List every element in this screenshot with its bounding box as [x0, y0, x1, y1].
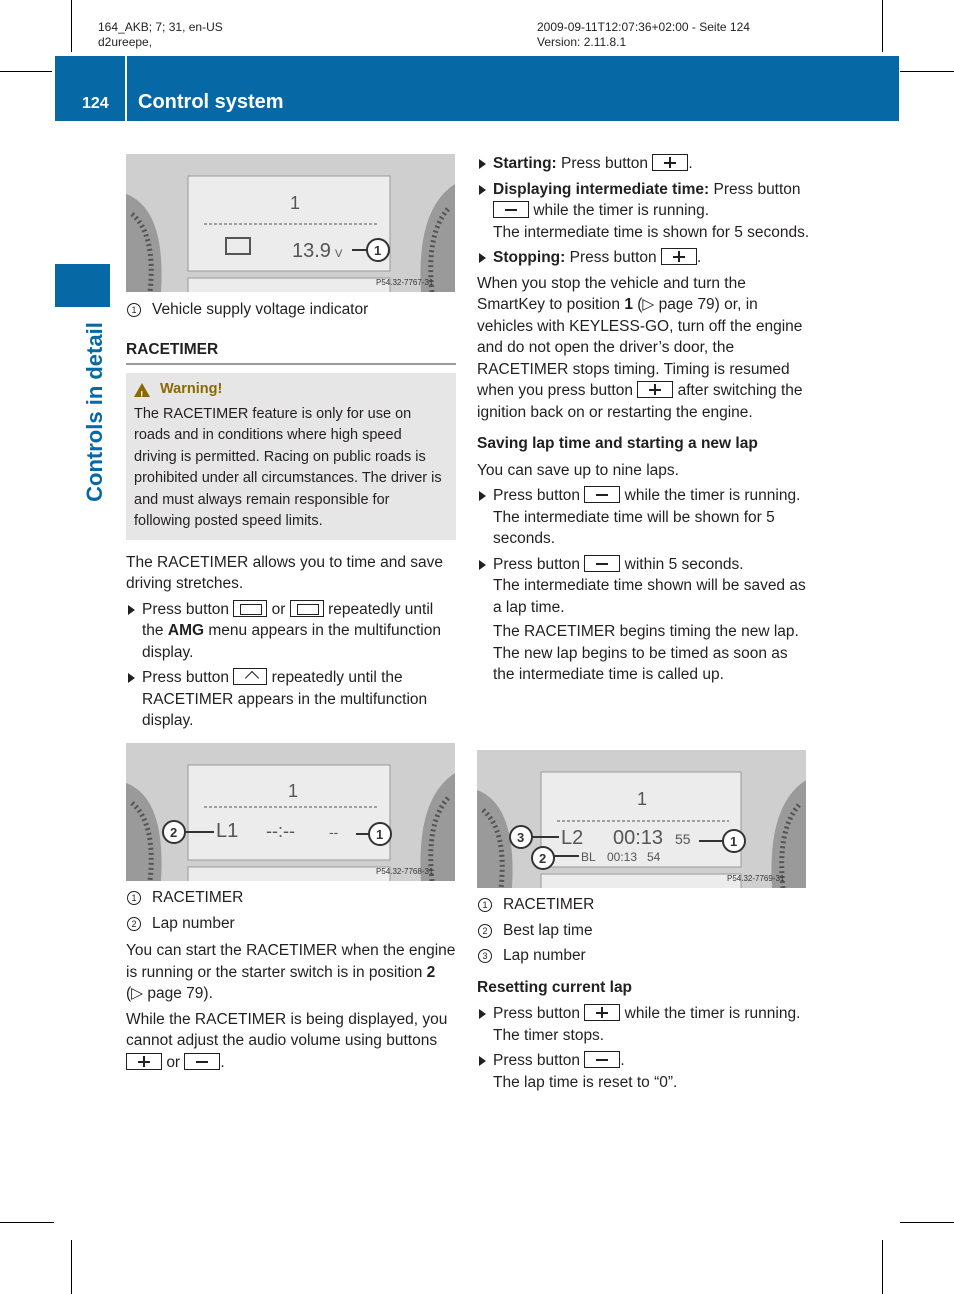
paragraph-text: When you stop the vehicle and turn the SmartKey to position: [477, 274, 746, 313]
meta-left-line1: 164_AKB; 7; 31, en-US: [98, 20, 223, 34]
caption-item: [126, 913, 456, 935]
plus-button-icon: [652, 154, 688, 171]
bullet-text: .: [688, 155, 693, 172]
chapter-label: Controls in detail: [82, 322, 107, 502]
bullet-text: .: [696, 249, 702, 266]
instruction-bullet: [477, 153, 812, 175]
caption-text: Lap number: [503, 947, 586, 964]
callout-2: 2: [539, 851, 547, 866]
lap-time: --:--: [266, 821, 295, 841]
bullet-text: within 5 seconds.: [624, 555, 744, 573]
paragraph-text: .: [220, 1053, 225, 1071]
callout-2: 2: [170, 825, 178, 840]
plus-button-icon: [584, 1004, 620, 1021]
lap-label: L1: [216, 820, 239, 842]
caption-item: [477, 920, 812, 942]
caption-number: 1: [127, 303, 141, 317]
paragraph-text: While the RACETIMER is being displayed, you cannot adjust the audio volume using buttons: [126, 1010, 448, 1049]
paragraph-text: or: [166, 1053, 181, 1071]
saving-heading: Saving lap time and starting a new lap: [477, 435, 758, 452]
crop-mark: [882, 0, 883, 52]
callout-1: 1: [376, 827, 384, 842]
best-lap-label: BL: [581, 850, 596, 864]
bullet-result: The intermediate time shown will be saved as a lap time.: [493, 577, 806, 616]
bullet-result: The timer stops.: [493, 1026, 605, 1044]
cluster-image-racetimer: [126, 743, 455, 881]
caption-item: [126, 299, 456, 321]
intro-paragraph: The RACETIMER allows you to time and save driving stretches.: [126, 553, 444, 592]
left-column: [126, 299, 456, 736]
warning-icon: [134, 383, 150, 397]
instruction-bullet: [477, 1003, 812, 1046]
bullet-text: Press button: [561, 155, 649, 172]
image-code: P54.32-7769-31: [727, 874, 785, 883]
instruction-bullet: [477, 179, 812, 244]
warning-box: [126, 373, 456, 540]
paragraph-text: after switching the ignition back on or restarting the engine.: [477, 382, 803, 421]
left-column-lower: [126, 887, 456, 1077]
caption-text: RACETIMER: [152, 889, 244, 906]
bullet-result: The RACETIMER begins timing the new lap. The new lap begins to be timed as soon as the intermediate time is called up.: [493, 623, 799, 683]
meta-right: [537, 20, 750, 50]
caption-text: Best lap time: [503, 921, 593, 939]
caption-number: 1: [127, 891, 141, 905]
crop-mark: [71, 1240, 72, 1294]
bullet-text: Press button: [493, 1005, 581, 1022]
crop-mark: [0, 1222, 54, 1223]
warning-title-row: [134, 379, 448, 401]
caption-text: RACETIMER: [503, 896, 595, 913]
voltage-display-top: 1: [290, 193, 301, 213]
lap-time: 00:13: [613, 827, 664, 849]
image-code: P54.32-7768-31: [376, 867, 434, 876]
best-lap-sub: 54: [647, 850, 661, 864]
meta-left: [98, 20, 223, 50]
right-column-lower: [477, 894, 812, 1097]
bullet-result: The intermediate time is shown for 5 seconds.: [493, 223, 810, 241]
header-divider: [125, 56, 127, 121]
bullet-text: Press button: [493, 487, 581, 504]
paragraph: You can save up to nine laps.: [477, 461, 679, 479]
plus-button-icon: [637, 381, 673, 398]
warning-text: The RACETIMER feature is only for use on roads and in conditions where high speed driving is permitted. Racing on public roads is prohibited under all circumstances. The driver is and must always remain responsible for following posted speed limits.: [134, 405, 442, 529]
caption-number: 1: [478, 898, 492, 912]
meta-left-line2: d2ureepe,: [98, 35, 153, 49]
bullet-arrow-icon: [479, 1056, 486, 1066]
bullet-arrow-icon: [479, 491, 486, 501]
instruction-bullet: [126, 667, 456, 732]
plus-button-icon: [661, 248, 697, 265]
lap-label: L2: [561, 827, 584, 849]
bullet-bold: AMG: [167, 622, 205, 639]
lap-sub: 55: [675, 831, 691, 847]
bullet-text: repeatedly until the: [142, 600, 434, 639]
callout-3: 3: [517, 830, 525, 845]
home-button-icon: [233, 668, 267, 685]
minus-button-icon: [584, 1051, 620, 1068]
plus-button-icon: [126, 1053, 162, 1070]
bullet-arrow-icon: [479, 253, 486, 263]
bullet-arrow-icon: [479, 185, 486, 195]
bullet-text: Press button: [142, 600, 230, 618]
bullet-text: while the timer is running.: [533, 202, 710, 219]
meta-right-line1: 2009-09-11T12:07:36+02:00 - Seite 124: [537, 20, 750, 34]
voltage-callout: 1: [374, 243, 382, 258]
bullet-text: Press button: [569, 249, 657, 266]
bullet-text: .: [620, 1052, 625, 1069]
lap-dash: --: [329, 824, 339, 840]
voltage-unit: V: [335, 248, 343, 260]
display-button-icon: [233, 600, 267, 617]
paragraph-text: (▷ page 79).: [126, 985, 213, 1002]
bullet-text: repeatedly until the RACETIMER appears in the multifunction display.: [142, 669, 428, 729]
warning-title: Warning!: [160, 381, 223, 397]
chapter-tab: [55, 264, 110, 307]
section-title: Control system: [138, 91, 284, 113]
crop-mark: [71, 0, 72, 52]
callout-1: 1: [730, 834, 738, 849]
instruction-bullet: [126, 599, 456, 664]
crop-mark: [882, 1240, 883, 1294]
instruction-bullet: [477, 1050, 812, 1093]
caption-number: 2: [478, 924, 492, 938]
caption-item: [477, 894, 812, 916]
right-column: [477, 153, 812, 690]
bullet-text: Press button: [713, 180, 801, 198]
instruction-bullet: [477, 485, 812, 550]
bullet-bold: Stopping:: [493, 249, 566, 266]
racetimer-heading: RACETIMER: [126, 339, 456, 366]
bullet-text: Press button: [142, 669, 230, 686]
bullet-text: or: [271, 600, 286, 618]
bullet-result: The lap time is reset to “0”.: [493, 1073, 678, 1091]
bullet-text: while the timer is running.: [624, 487, 801, 504]
caption-item: [126, 887, 456, 909]
caption-number: 3: [478, 949, 492, 963]
minus-button-icon: [584, 555, 620, 572]
bullet-bold: Displaying intermediate time:: [493, 180, 710, 198]
caption-text: Vehicle supply voltage indicator: [152, 301, 369, 318]
minus-button-icon: [493, 201, 529, 218]
crop-mark: [0, 71, 52, 72]
minus-button-icon: [584, 486, 620, 503]
voltage-value: 13.9: [292, 240, 331, 262]
instruction-bullet: [477, 554, 812, 686]
reset-heading: Resetting current lap: [477, 978, 633, 996]
paragraph-bold: 2: [426, 963, 436, 981]
paragraph: [126, 940, 456, 1005]
paragraph-text: You can start the RACETIMER when the engine is running or the starter switch is in position: [126, 942, 456, 981]
crop-mark: [900, 1222, 954, 1223]
paragraph: [126, 1009, 456, 1074]
paragraph: [477, 273, 812, 424]
bullet-text: menu appears in the multifunction display.: [142, 622, 441, 661]
bullet-arrow-icon: [479, 1009, 486, 1019]
bullet-arrow-icon: [128, 605, 135, 615]
display-button-icon: [290, 600, 324, 617]
caption-item: [477, 945, 812, 967]
cluster-image-bestlap: [477, 750, 806, 888]
bullet-result: The intermediate time will be shown for 5 seconds.: [493, 508, 775, 547]
racetimer-display-top: 1: [288, 781, 299, 801]
best-lap-time: 00:13: [607, 850, 638, 864]
paragraph-bold: 1: [624, 296, 633, 313]
paragraph-text: (▷ page 79) or, in vehicles with KEYLESS-GO, turn off the engine and do not open the driver’s door, the RACETIMER stops timing. Timing is resumed when you press button: [477, 296, 803, 399]
caption-number: 2: [127, 917, 141, 931]
bullet-arrow-icon: [479, 560, 486, 570]
bestlap-display-top: 1: [637, 789, 648, 809]
bullet-text: Press button: [493, 1052, 581, 1069]
bullet-bold: Starting:: [493, 155, 557, 172]
cluster-image-voltage: [126, 154, 455, 292]
bullet-arrow-icon: [128, 673, 135, 683]
page-number: 124: [82, 95, 109, 112]
meta-right-line2: Version: 2.11.8.1: [537, 35, 627, 49]
bullet-text: while the timer is running.: [624, 1005, 801, 1022]
caption-text: Lap number: [152, 914, 235, 932]
bullet-arrow-icon: [479, 159, 486, 169]
bullet-text: Press button: [493, 555, 581, 573]
image-code: P54.32-7767-31: [376, 278, 434, 287]
crop-mark: [900, 71, 954, 72]
minus-button-icon: [184, 1053, 220, 1070]
instruction-bullet: [477, 247, 812, 269]
